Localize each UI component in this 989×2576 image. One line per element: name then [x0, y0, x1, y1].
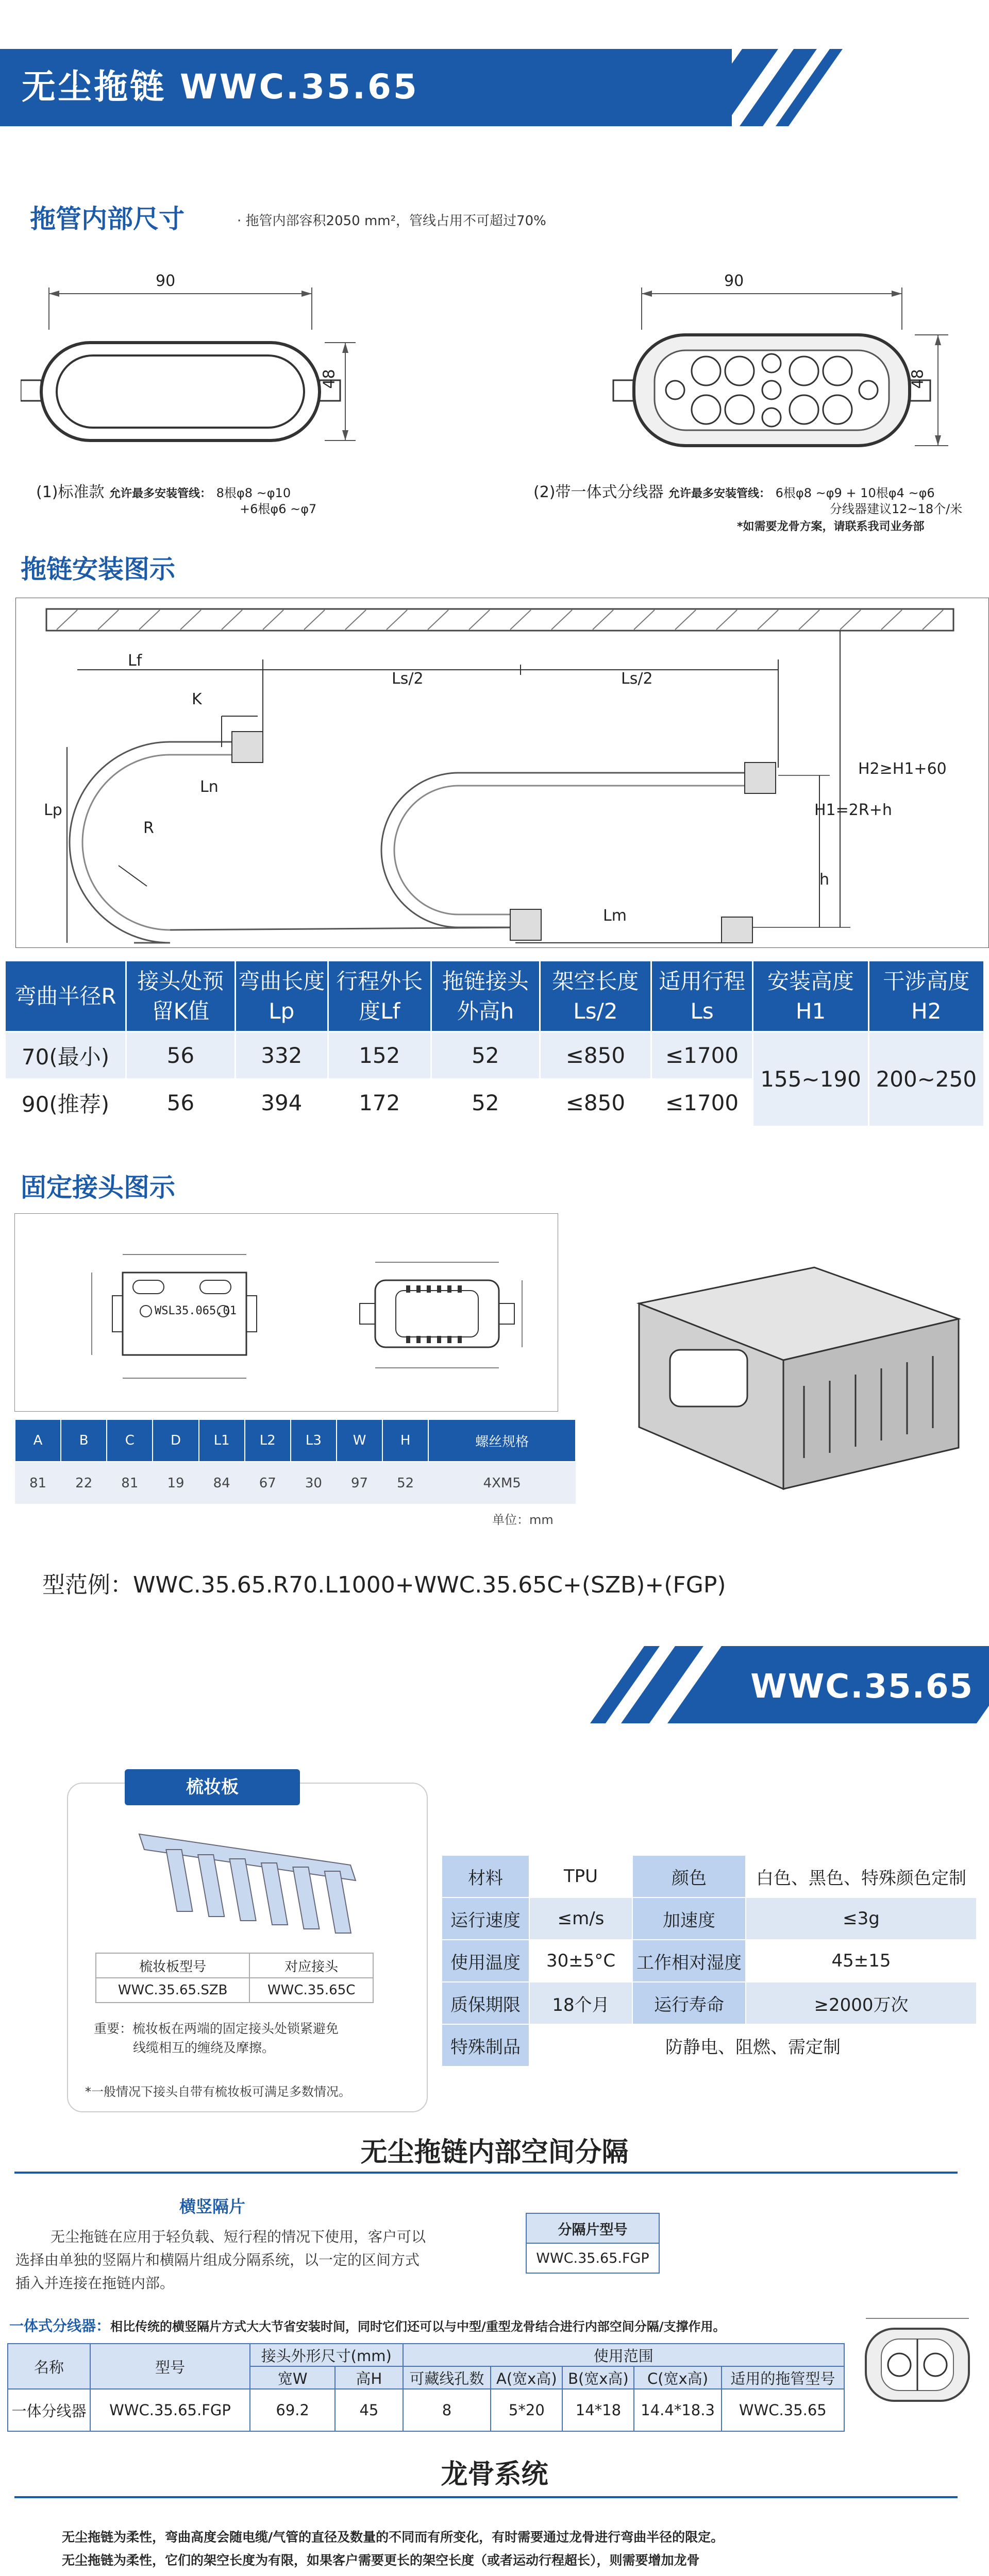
- lbl-h1: H1=2R+h: [814, 801, 892, 819]
- lbl-lf: Lf: [128, 652, 142, 670]
- spec-header: 弯曲半径R: [5, 961, 126, 1032]
- int-caption: (2)带一体式分线器 允许最多安装管线： 6根φ8 ~φ9 + 10根φ4 ~φ6: [533, 483, 935, 501]
- divider: [14, 2496, 958, 2498]
- spec-header: 接头处预留K值: [126, 961, 236, 1032]
- one-piece-line: 一体式分线器：相比传统的横竖隔片方式大大节省安装时间，同时它们还可以与中型/重型龙骨结合进行内部空间分隔/支撑作用。: [9, 2317, 726, 2334]
- lbl-h2: H2≥H1+60: [858, 760, 947, 778]
- spec-header: 干涉高度H2: [868, 961, 984, 1032]
- partition-p1: 无尘拖链在应用于轻负载、短行程的情况下使用，客户可以: [51, 2228, 426, 2245]
- lbl-ln: Ln: [200, 778, 219, 796]
- dim-width-int: 90: [724, 272, 744, 290]
- inner-title: 拖管内部尺寸: [30, 204, 185, 234]
- comb-plate-illustration: [129, 1814, 376, 1947]
- header-banner: [0, 49, 989, 126]
- lbl-ls1: Ls/2: [392, 670, 424, 688]
- spec-header: 行程外长度Lf: [328, 961, 431, 1032]
- lbl-k: K: [192, 690, 202, 708]
- spec-header: 架空长度Ls/2: [540, 961, 651, 1032]
- inner-note: · 拖管内部容积2050 mm²，管线占用不可超过70%: [237, 213, 546, 229]
- install-diagram: [15, 598, 989, 948]
- comb-title: 梳妆板: [125, 1769, 300, 1805]
- partition-box: 分隔片型号 WWC.35.65.FGP: [526, 2213, 660, 2274]
- unit-note: 单位：mm: [492, 1513, 554, 1527]
- spec-header: 拖链接头外高h: [431, 961, 540, 1032]
- splitter-table: 名称 型号 接头外形尺寸(mm) 使用范围 宽W 高H 可藏线孔数 A(宽x高) B(宽x高) C(宽x高) 适用的拖管型号 一体分线器 WWC.35.65.FGP 69.2 45 8 5*20 14*18 14.4*18.3 WWC.35.65: [7, 2343, 845, 2432]
- spec-table: [4, 960, 985, 1127]
- keel-p1: 无尘拖链为柔性，弯曲高度会随电缆/气管的直径及数量的不同而有所变化，有时需要通过龙骨进行弯曲半径的限定。: [62, 2530, 724, 2545]
- splitter-illustration: [856, 2308, 979, 2432]
- divider: [14, 2172, 958, 2174]
- fixing-drawing: [14, 1213, 558, 1412]
- connector-3d-illustration: [598, 1257, 979, 1499]
- fixing-dim-table: A B C D L1 L2 L3 W H 螺丝规格 81 22 81 19 84 67 30 97 52 4XM5: [14, 1419, 576, 1504]
- table-row: 90(推荐) 56 394 172 52 ≤850 ≤1700: [5, 1079, 984, 1127]
- spec-header: 安装高度H1: [753, 961, 868, 1032]
- banner-2: [0, 1646, 989, 1723]
- part-number: WSL35.065.01: [155, 1304, 237, 1317]
- table-row: 特殊制品 防静电、阻燃、需定制: [442, 2024, 977, 2066]
- spec-header: 适用行程Ls: [651, 961, 753, 1032]
- std-caption: (1)标准款 允许最多安装管线： 8根φ8 ~φ10: [36, 483, 291, 501]
- table-row: 使用温度 30±5°C 工作相对湿度 45±15: [442, 1940, 977, 1982]
- material-table: [441, 1855, 977, 2067]
- lbl-lp: Lp: [44, 801, 62, 819]
- int-note: *如需要龙骨方案，请联系我司业务部: [737, 520, 925, 533]
- int-spec2: 分线器建议12~18个/米: [830, 502, 963, 516]
- dim-width-std: 90: [156, 272, 176, 290]
- partition-p2: 选择由单独的竖隔片和横隔片组成分隔系统，以一定的区间方式: [15, 2251, 420, 2268]
- partition-p3: 插入并连接在拖链内部。: [15, 2275, 175, 2292]
- dim-height-std: 48: [320, 369, 339, 389]
- std-spec2: +6根φ6 ~φ7: [240, 502, 317, 516]
- table-row: 81 22 81 19 84 67 30 97 52 4XM5: [15, 1462, 576, 1504]
- lbl-h: h: [819, 871, 830, 889]
- page-title: 无尘拖链 WWC.35.65: [22, 67, 419, 107]
- keel-p2: 无尘拖链为柔性，它们的架空长度为有限，如果客户需要更长的架空长度（或者运动行程超长），则需要增加龙骨: [62, 2553, 700, 2568]
- h1-range: 155~190: [753, 1032, 868, 1127]
- partition-title: 无尘拖链内部空间分隔: [360, 2137, 629, 2168]
- dim-height-int: 48: [909, 369, 927, 389]
- keel-p3: [62, 2573, 461, 2576]
- model-example: 型范例：WWC.35.65.R70.L1000+WWC.35.65C+(SZB)+(FGP): [42, 1572, 726, 1598]
- install-title: 拖链安装图示: [21, 554, 175, 584]
- table-row: 质保期限 18个月 运行寿命 ≥2000万次: [442, 1982, 977, 2024]
- spec-header: 弯曲长度Lp: [235, 961, 328, 1032]
- comb-note-1: 重要：梳妆板在两端的固定接头处锁紧避免: [94, 2021, 339, 2036]
- comb-note-3: *一般情况下接头自带有梳妆板可满足多数情况。: [85, 2084, 351, 2099]
- table-row: 运行速度 ≤m/s 加速度 ≤3g: [442, 1897, 977, 1940]
- lbl-r: R: [143, 819, 154, 837]
- comb-note-2: 线缆相互的缠绕及摩擦。: [133, 2040, 275, 2055]
- table-row: 材料 TPU 颜色 白色、黑色、特殊颜色定制: [442, 1855, 977, 1897]
- h2-range: 200~250: [868, 1032, 984, 1127]
- keel-title: 龙骨系统: [441, 2459, 548, 2490]
- comb-table: 梳妆板型号 对应接头 WWC.35.65.SZB WWC.35.65C: [95, 1953, 374, 2003]
- cross-section-drawings: [21, 268, 989, 505]
- table-row: 70(最小) 56 332 152 52 ≤850 ≤1700 155~190 200~250: [5, 1032, 984, 1079]
- lbl-lm: Lm: [603, 907, 627, 925]
- partition-sub: 横竖隔片: [179, 2197, 246, 2216]
- table-row: 一体分线器 WWC.35.65.FGP 69.2 45 8 5*20 14*18 14.4*18.3 WWC.35.65: [8, 2389, 844, 2431]
- fixing-title: 固定接头图示: [21, 1173, 175, 1202]
- lbl-ls2: Ls/2: [621, 670, 653, 688]
- banner-2-title: WWC.35.65: [750, 1668, 974, 1706]
